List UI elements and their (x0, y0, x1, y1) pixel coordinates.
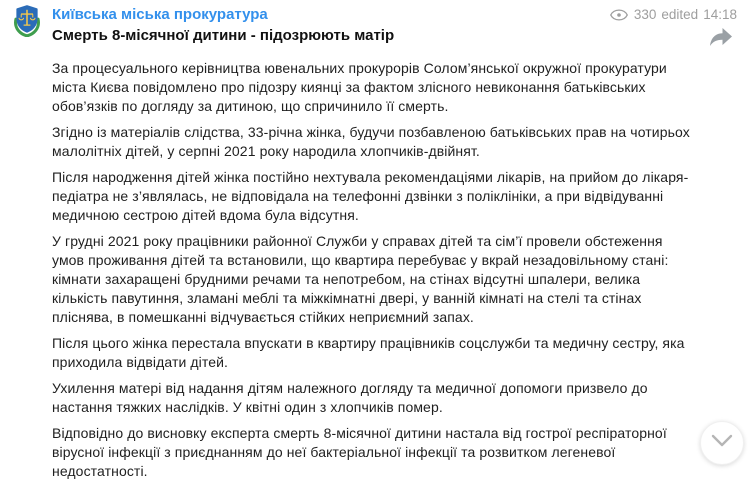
message-paragraph-1: За процесуального керівництва ювенальних прокурорів Солом’янської окружної прокуратури міста Києва повідомлено про підозру киянці за фактом злісного невиконання батьківських обов’язків по догляду за дитиною, що спричинило її смерть. (52, 60, 667, 114)
timestamp: 14:18 (703, 7, 737, 22)
message-paragraph-4: У грудні 2021 року працівники районної Служби у справах дітей та сім’ї провели обстеження умов проживання дітей та встановили, що квартира перебуває у вкрай незадовільному стані: кімнати захаращені брудними речами та непотребом, на стінах відсутні шпалери, велика кількість павутиння, зламані меблі та міжкімнатні двері, у ванній кімнаті на стелі та стінах пліснява, в помешканні відчувається стійких неприємний запах. (52, 233, 669, 325)
message-paragraph-2: Згідно із матеріалів слідства, 33-річна жінка, будучи позбавленою батьківських прав на чотирьох малолітніх дітей, у серпні 2021 року народила хлопчиків-двійнят. (52, 124, 690, 159)
message-paragraph-6: Ухилення матері від надання дітям належного догляду та медичної допомоги призвело до настання тяжких наслідків. У квітні один з хлопчиків помер. (52, 380, 648, 415)
channel-name[interactable]: Київська міська прокуратура (52, 6, 268, 23)
chevron-down-icon (710, 433, 734, 454)
forward-arrow-icon (709, 27, 733, 50)
edited-label: edited (661, 7, 699, 22)
forward-button[interactable] (709, 28, 733, 48)
message-paragraph-7: Відповідно до висновку експерта смерть 8-місячної дитини настала від гострої респіраторної вірусної інфекції з приєднанням до неї бактеріальної інфекції та розвитком легеневої недостатності. (52, 425, 667, 479)
scroll-to-bottom-button[interactable] (700, 421, 744, 465)
message-paragraph-5: Після цього жінка перестала впускати в квартиру працівників соцслужби та медичну сестру, яка приходила відвідати дітей. (52, 335, 685, 370)
message-paragraph-3: Після народження дітей жінка постійно нехтувала рекомендаціями лікарів, на прийом до лікаря-педіатра не з’являлась, не відповідала на телефонні дзвінки з поліклініки, а при відвідуванні медичною сестрою дітей вдома була відсутня. (52, 169, 689, 223)
channel-avatar[interactable] (10, 5, 44, 39)
views-count: 330 (633, 7, 657, 22)
message-body (52, 59, 697, 481)
message-title: Смерть 8-місячної дитини - підозрюють матір (52, 27, 395, 44)
prosecutor-emblem-icon (10, 5, 44, 39)
message-content (52, 5, 697, 488)
